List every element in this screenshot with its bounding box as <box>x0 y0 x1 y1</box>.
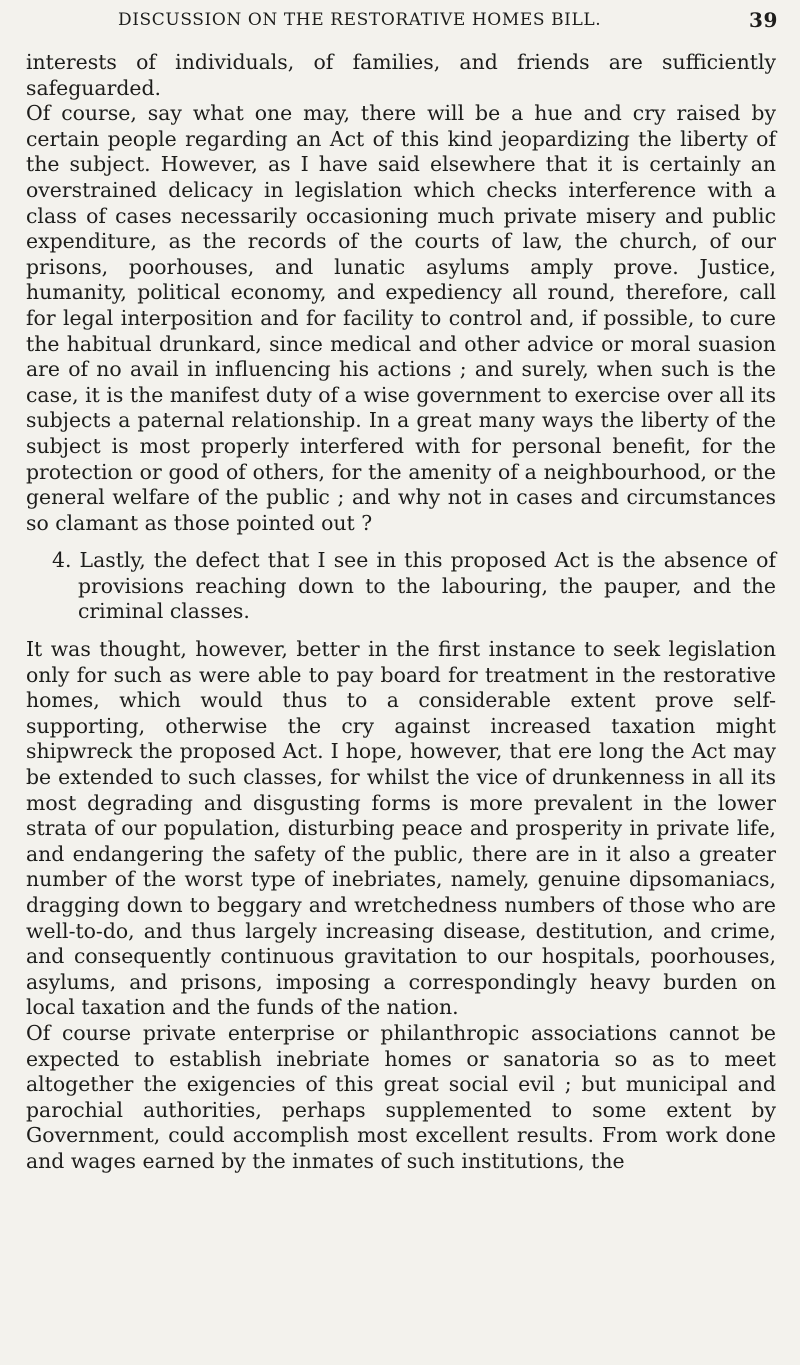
paragraph-continuation: interests of individuals, of families, and friends are sufficiently safeguarded. <box>26 50 776 100</box>
running-head <box>118 8 778 34</box>
paragraph-hue-and-cry: Of course, say what one may, there will be a hue and cry raised by certain people regarding an Act of this kind jeopardizing the liberty of the subject. However, as I have said elsewhere that it is certainly an overstrained delicacy in legislation which checks interference with a class of cases necessarily occasioning much private misery and public expenditure, as the records of the courts of law, the church, of our prisons, poorhouses, and lunatic asylums amply prove. Justice, humanity, political economy, and expediency all round, therefore, call for legal interposition and for facility to control and, if possible, to cure the habitual drunkard, since medical and other advice or moral suasion are of no avail in influencing his actions ; and surely, when such is the case, it is the manifest duty of a wise government to exercise over all its subjects a paternal relationship. In a great many ways the liberty of the subject is most properly interfered with for personal benefit, for the protection or good of others, for the amenity of a neighbourhood, or the general welfare of the public ; and why not in cases and circumstances so clamant as those pointed out ? <box>26 101 776 535</box>
body-text <box>26 50 776 1175</box>
paragraph-private-enterprise: Of course private enterprise or philanthropic associations cannot be expected to establish inebriate homes or sanatoria so as to meet altogether the exigencies of this great social evil ; but municipal and parochial authorities, perhaps supplemented to some extent by Government, could accomplish most excellent results. From work done and wages earned by the inmates of such institutions, the <box>26 1020 776 1173</box>
paragraph-first-instance: It was thought, however, better in the first instance to seek legislation only for such as were able to pay board for treatment in the restorative homes, which would thus to a considerable extent prove self-supporting, otherwise the cry against increased taxation might shipwreck the proposed Act. I hope, however, that ere long the Act may be extended to such classes, for whilst the vice of drunkenness in all its most degrading and disgusting forms is more prevalent in the lower strata of our population, disturbing peace and prosperity in private life, and endangering the safety of the public, there are in it also a greater number of the worst type of inebriates, namely, genuine dipsomaniacs, dragging down to beggary and wretchedness numbers of those who are well-to-do, and thus largely increasing disease, destitution, and crime, and consequently continuous gravitation to our hospitals, poorhouses, asylums, and prisons, imposing a correspondingly heavy burden on local taxation and the funds of the nation. <box>26 637 776 1020</box>
running-title: DISCUSSION ON THE RESTORATIVE HOMES BILL. <box>118 10 602 30</box>
page-number: 39 <box>748 8 778 32</box>
paragraph-point-4: 4. Lastly, the defect that I see in this proposed Act is the absence of provisions reaching down to the labouring, the pauper, and the criminal classes. <box>52 548 776 624</box>
